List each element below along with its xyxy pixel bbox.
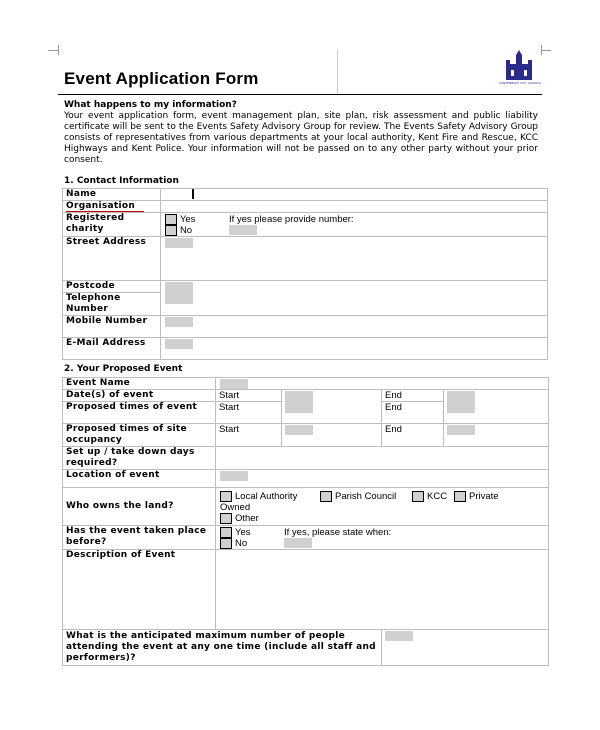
setup-input[interactable]: [216, 447, 549, 470]
occupancy-start-cell: [282, 424, 382, 447]
event-name-input[interactable]: [220, 379, 248, 389]
times-label: Proposed times of event: [63, 402, 216, 424]
dates-end-cell: [444, 390, 549, 424]
checkbox[interactable]: [165, 225, 177, 236]
yes-label: Yes: [179, 214, 196, 226]
mobile-input[interactable]: [165, 317, 193, 327]
held-before-prompt: If yes, please state when:: [284, 527, 392, 538]
council-logo: [500, 50, 540, 94]
email-label: E-Mail Address: [63, 338, 161, 360]
owner-kcc-option[interactable]: [412, 491, 447, 502]
spellcheck-underline: [66, 211, 144, 212]
street-address-cell: [160, 237, 547, 281]
held-before-no-option[interactable]: [220, 538, 247, 549]
owner-private-option[interactable]: [454, 491, 499, 502]
times-start-label: Start: [216, 402, 282, 424]
checkbox[interactable]: [220, 527, 232, 538]
checkbox[interactable]: [454, 491, 466, 502]
checkbox[interactable]: [220, 538, 232, 549]
description-input[interactable]: [216, 550, 549, 630]
crop-mark: [48, 50, 58, 51]
times-end-label: End: [382, 402, 444, 424]
setup-label: Set up / take down days required?: [63, 447, 216, 470]
occupancy-end-input[interactable]: [447, 425, 475, 435]
land-owner-cell: [216, 488, 549, 526]
occupancy-end-label: End: [382, 424, 444, 447]
held-before-when-input[interactable]: [284, 538, 312, 548]
dates-end-label: End: [382, 390, 444, 402]
crop-mark: [541, 50, 551, 51]
crop-mark: [58, 45, 59, 55]
dates-start-label: Start: [216, 390, 282, 402]
option-label: Private: [469, 491, 499, 503]
charity-yes-option[interactable]: [165, 214, 196, 225]
postcode-label: Postcode: [63, 281, 161, 293]
attendance-input[interactable]: [385, 631, 413, 641]
charity-no-option[interactable]: [165, 225, 192, 236]
street-address-input[interactable]: [165, 238, 193, 248]
charity-cell: [160, 213, 547, 237]
intro-paragraph: Your event application form, event management plan, site plan, risk assessment and public liability certificate will be sent to the Events Safety Advisory Group for review. The Events Safety Advisory Group consists of representatives from various departments at your local authority, Kent Fire and Rescue, KCC Highways and Kent Police. Your information will not be passed on to any other party without your prior consent.: [64, 111, 538, 165]
event-table: [62, 377, 549, 666]
intro-heading: What happens to my information?: [64, 100, 237, 110]
section-2-heading: 2. Your Proposed Event: [64, 364, 183, 374]
option-label: Local Authority: [235, 491, 298, 503]
charity-number-input[interactable]: [229, 225, 257, 235]
dates-start-input[interactable]: [285, 391, 313, 413]
postcode-input[interactable]: [165, 282, 193, 304]
organisation-label: Organisation: [63, 201, 161, 213]
owner-other-option[interactable]: [220, 513, 259, 524]
email-cell: [160, 338, 547, 360]
dates-label: Date(s) of event: [63, 390, 216, 402]
logo-text: CANTERBURY CITY COUNCIL: [498, 81, 542, 85]
checkbox[interactable]: [220, 491, 232, 502]
option-label: Parish Council: [335, 491, 397, 503]
location-cell: [216, 470, 549, 488]
option-label: Other: [235, 513, 259, 525]
street-address-label: Street Address: [63, 237, 161, 281]
yes-label: Yes: [235, 527, 251, 539]
charity-number-prompt: If yes please provide number:: [228, 214, 354, 225]
dates-start-cell: [282, 390, 382, 424]
header-rule: [58, 94, 542, 95]
location-input[interactable]: [220, 471, 248, 481]
checkbox[interactable]: [220, 513, 232, 524]
event-name-label: Event Name: [63, 378, 216, 390]
owner-local-authority-option[interactable]: [220, 491, 297, 502]
name-input[interactable]: [160, 189, 547, 201]
contact-table: [62, 188, 548, 360]
owner-parish-council-option[interactable]: [320, 491, 396, 502]
checkbox[interactable]: [412, 491, 424, 502]
checkbox[interactable]: [165, 214, 177, 225]
held-before-yes-option[interactable]: [220, 527, 251, 538]
name-label: Name: [63, 189, 161, 201]
attendance-label: What is the anticipated maximum number of people attending the event at any one time (include all staff and performers)?: [63, 630, 382, 666]
owned-label: Owned: [220, 502, 251, 513]
postcode-cell: [160, 281, 547, 316]
held-before-label: Has the event taken place before?: [63, 526, 216, 550]
occupancy-start-label: Start: [216, 424, 282, 447]
organisation-input[interactable]: [160, 201, 547, 213]
occupancy-start-input[interactable]: [285, 425, 313, 435]
land-owner-label: Who owns the land?: [63, 488, 216, 526]
occupancy-label: Proposed times of site occupancy: [63, 424, 216, 447]
no-label: No: [235, 538, 248, 550]
no-label: No: [179, 225, 193, 237]
event-name-cell: [216, 378, 549, 390]
option-label: KCC: [427, 491, 448, 503]
charity-label: Registered charity: [63, 213, 161, 237]
form-title: Event Application Form: [64, 69, 259, 88]
held-before-cell: [216, 526, 549, 550]
header-divider: [337, 50, 338, 94]
mobile-cell: [160, 316, 547, 338]
description-label: Description of Event: [63, 550, 216, 630]
telephone-label: Telephone Number: [63, 293, 161, 316]
mobile-label: Mobile Number: [63, 316, 161, 338]
attendance-cell: [382, 630, 549, 666]
dates-end-input[interactable]: [447, 391, 475, 413]
occupancy-end-cell: [444, 424, 549, 447]
section-1-heading: 1. Contact Information: [64, 176, 179, 186]
location-label: Location of event: [63, 470, 216, 488]
checkbox[interactable]: [320, 491, 332, 502]
cathedral-icon: [500, 50, 540, 94]
email-input[interactable]: [165, 339, 193, 349]
